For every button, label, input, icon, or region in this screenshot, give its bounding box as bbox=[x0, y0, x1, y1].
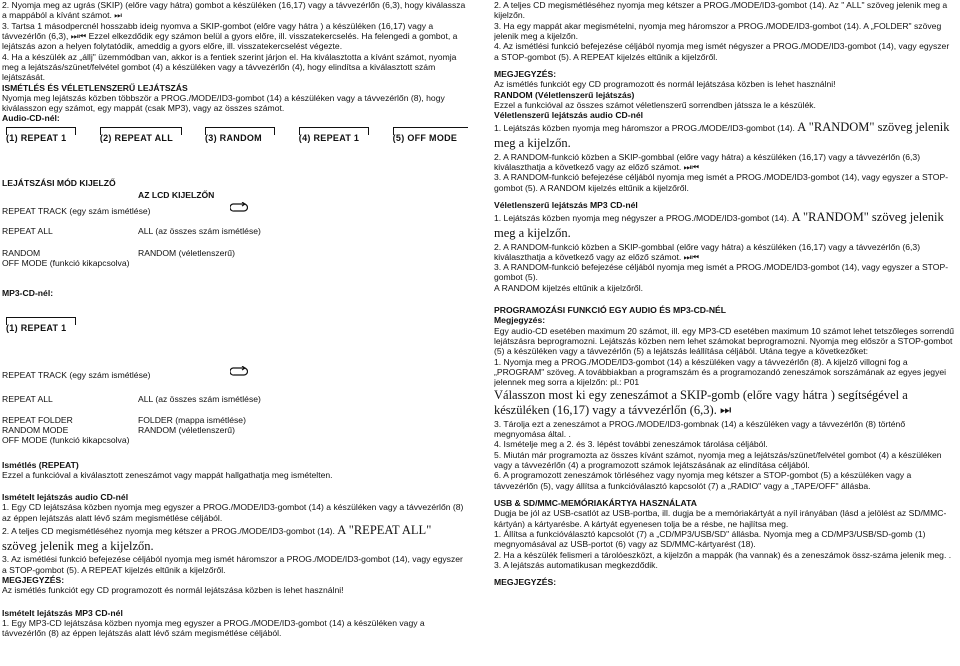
random-text: Ezzel a funkcióval az összes számot véletlenszerű sorrendben játssza le a készülék. bbox=[494, 99, 816, 110]
mode-row-label: REPEAT FOLDER bbox=[2, 414, 73, 425]
repeat-random-text: Nyomja meg lejátszás közben többször a PROG./MODE/ID3-gombot (14) a készüléken vagy a távvezérlőn (8), hogy kiválasszon egy számot, egy mappát (csak MP3), vagy az összes számot. bbox=[2, 92, 445, 114]
audio-repeat-step-2: 2. A teljes CD megismétléséhez nyomja meg kétszer a PROG./MODE/ID3-gombot (14). A "REPEAT ALL" szöveg jelenik meg a kijelzőn. bbox=[2, 523, 432, 553]
audio-repeat-step-1: 1. Egy CD lejátszása közben nyomja meg egyszer a PROG./MODE/ID3-gombot (14) a készüléken vagy a távvezérlőn (8) az éppen lejátszás alatt lévő szám megismétlése céljából. bbox=[2, 502, 464, 523]
repeat-one-icon bbox=[230, 366, 248, 379]
repeat-random-heading: ISMÉTLÉS ÉS VÉLETLENSZERŰ LEJÁTSZÁS bbox=[2, 82, 188, 93]
mp3-repeat-heading: Ismételt lejátszás MP3 CD-nél bbox=[2, 607, 123, 618]
intro-paragraph-2: 2. Nyomja meg az ugrás (SKIP) (előre vagy hátra) gombot a készüléken (16,17) vagy a távvezérlőn (6,3), hogy kiválassza a mappából a kívánt számot. ⏭ bbox=[2, 0, 466, 21]
mode-row-label: RANDOM MODE bbox=[2, 424, 69, 435]
audio-mode-table bbox=[2, 178, 468, 248]
mode-display-heading: LEJÁTSZÁSI MÓD KIJELZŐ bbox=[2, 177, 116, 188]
random-mp3-step-1: 1. Lejátszás közben nyomja meg négyszer a PROG./MODE/ID3-gombot (14). A "RANDOM" szöveg jelenik meg a kijelzőn. bbox=[494, 210, 944, 240]
mode-row-label: REPEAT ALL bbox=[2, 225, 53, 236]
mode-row-label: REPEAT ALL bbox=[2, 394, 53, 405]
random-mp3-step-4: A RANDOM kijelzés eltűnik a kijelzőről. bbox=[494, 282, 644, 293]
audio-repeat-heading: Ismételt lejátszás audio CD-nél bbox=[2, 492, 129, 503]
program-step-3: 3. Tárolja ezt a zeneszámot a PROG./MODE/ID3-gombnak (14) a készüléken vagy a távvezérlőn (8) történő megnyomása által. . bbox=[494, 418, 906, 440]
program-heading: PROGRAMOZÁSI FUNKCIÓ EGY AUDIO ÉS MP3-CD-NÉL bbox=[494, 305, 727, 316]
sequence-step: (3) RANDOM bbox=[205, 127, 273, 144]
left-column bbox=[2, 0, 468, 639]
audio-mode-sequence bbox=[6, 127, 468, 144]
repeat-text: Ezzel a funkcióval a kiválasztott zeneszámot vagy mappát hallgathatja meg ismételten. bbox=[2, 469, 333, 480]
program-step-2: Válasszon most ki egy zeneszámot a SKIP-gomb (előre vagy hátra ) segítségével a készüléken (16,17) vagy a távvezérlőn (6,3). ⏭ bbox=[494, 387, 908, 418]
program-text: Egy audio-CD esetében maximum 20 számot, ill. egy MP3-CD esetében maximum 10 számot lehet tetszőleges sorrendű lejátszásra beprogramozni. Lejátszás közben nem lehet számokat beprogramozni. Nyomja meg először a STOP-gombot (5) a készüléken vagy a távvezérlőn (5) a lejátszás leállítása céljából. Utána tegye a következőket: bbox=[494, 325, 954, 357]
sequence-step: (1) REPEAT 1 bbox=[6, 317, 78, 334]
mode-row-label: REPEAT TRACK (egy szám ismétlése) bbox=[2, 370, 151, 381]
audio-cd-label: Audio-CD-nél: bbox=[2, 113, 60, 124]
usb-text: Dugja be jól az USB-csatlót az USB-portba, ill. dugja be a memóriakártyát a nyíl irányában (lásd a jelölést az SD/MMC-kártyán) a kártyarésbe. A kártyát egyenesen tolja be a résbe, ne hajlítsa meg. bbox=[494, 508, 947, 529]
program-step-6: 6. A programozott zeneszámok törléséhez vagy nyomja meg kétszer a STOP-gombot (5) a készüléken vagy a távvezérlőn (5), vagy állítsa a funkcióválasztó kapcsolót (7) a „RADIO" vagy a „TAPE/OFF" állásba. bbox=[494, 470, 912, 491]
sequence-step: (5) OFF MODE bbox=[393, 127, 468, 144]
mp3-repeat-step-1: 1. Egy MP3-CD lejátszása közben nyomja meg egyszer a PROG./MODE/ID3-gombot (14) a készüléken vagy a távvezérlőn (8) az éppen lejátszás alatt lévő szám megismétlése céljából. bbox=[2, 617, 425, 639]
program-step-4: 4. Ismételje meg a 2. és 3. lépést további zeneszámok tárolása céljából. bbox=[494, 439, 768, 450]
mode-row-label: OFF MODE (funkció kikapcsolva) bbox=[2, 257, 130, 268]
random-audio-step-3: 3. A RANDOM-funkció befejezése céljából nyomja meg ismét a PROG./MODE/ID3-gombot (14), vagy egyszer a STOP-gombot (5). A RANDOM kijelzés eltűnik a kijelzőről. bbox=[494, 172, 949, 193]
random-mp3-step-2: 2. A RANDOM-funkció közben a SKIP-gombbal (előre vagy hátra) a készüléken (16,17) vagy a távvezérlőn (6,3) kiválaszthatja a következő vagy az előző számot. ⏭⏮ bbox=[494, 241, 921, 262]
audio-repeat-step-3: 3. Az ismétlési funkció befejezése céljából nyomja meg ismét háromszor a PROG./MODE/ID3-gombot (14), vagy egyszer a STOP-gombot (5). A REPEAT kijelzés eltűnik a kijelzőről. bbox=[2, 554, 463, 575]
note-heading: MEGJEGYZÉS: bbox=[2, 574, 65, 585]
mp3-mode-row bbox=[2, 366, 468, 386]
program-step-5: 5. Miután már programozta az összes kívánt számot, nyomja meg a lejátszás/szünet/felvétel gombot (4) a készüléken vagy a távvezérlőn (4) a programozott számok lejátszásának az elindítása céljából. bbox=[494, 449, 942, 471]
note-heading: MEGJEGYZÉS: bbox=[494, 68, 557, 79]
mode-row-display: ALL (az összes szám ismétlése) bbox=[138, 225, 261, 236]
mp3-repeat-step-4: 4. Az ismétlési funkció befejezése céljából nyomja meg ismét négyszer a PROG./MODE/ID3-gombot (14), vagy egyszer a STOP-gombot (5). A REPEAT kijelzés eltűnik a kijelzőről. bbox=[494, 41, 950, 62]
sequence-step: (1) REPEAT 1 bbox=[6, 127, 74, 144]
program-step-1: 1. Nyomja meg a PROG./MODE/ID3-gombot (14) a készüléken vagy a távvezérlőn (8). A kijelző villogni fog a „PROGRAM" szöveg. A továbbiakban a programszám és a programozandó zeneszámok sorszámának az egyes jegyei jelennek meg sorra a kijelzőn: pl.: P01 bbox=[494, 356, 947, 388]
mode-row-display: FOLDER (mappa ismétlése) bbox=[138, 414, 246, 425]
mp3-repeat-step-2: 2. A teljes CD megismétléséhez nyomja meg kétszer a PROG./MODE/ID3-gombot (14). Az " ALL" szöveg jelenik meg a kijelzőn. bbox=[494, 0, 948, 21]
random-mp3-heading: Véletlenszerű lejátszás MP3 CD-nél bbox=[494, 199, 638, 210]
note-text: Az ismétlés funkciót egy CD programozott és normál lejátszása közben is lehet használni! bbox=[494, 79, 836, 90]
mode-row-display: ALL (az összes szám ismétlése) bbox=[138, 394, 261, 405]
mode-row-label: REPEAT TRACK (egy szám ismétlése) bbox=[2, 205, 151, 216]
repeat-heading: Ismétlés (REPEAT) bbox=[2, 459, 79, 470]
mode-row-display: RANDOM (véletlenszerű) bbox=[138, 247, 235, 258]
intro-paragraph-3: 3. Tartsa 1 másodpercnél hosszabb ideig nyomva a SKIP-gombot (előre vagy hátra ) a készüléken (16,17) vagy a távvezérlőn (6,3), ⏭⏮ Ezzel elkezdődik egy számon belül a gyors előre, ill. visszatekercselés. Ha felengedi a gombot, a lejátszás azon a helyen folytatódik, ameddig a gyors előre, ill. visszatekercselést végezte. bbox=[2, 20, 458, 52]
mp3-cd-label: MP3-CD-nél: bbox=[2, 288, 54, 299]
usb-step-2: 2. Ha a készülék felismeri a tárolóeszközt, a kijelzőn a mappák (ha vannak) és a zeneszámok össz-száma jelenik meg. . 3. A lejátszás automatikusan megkezdődik. bbox=[494, 549, 952, 570]
sequence-step: (2) REPEAT ALL bbox=[100, 127, 179, 144]
note-heading-bottom: MEGJEGYZÉS: bbox=[494, 577, 557, 588]
random-heading: RANDOM (Véletlenszerű lejátszás) bbox=[494, 89, 635, 100]
right-column bbox=[494, 0, 956, 588]
mode-row-label: OFF MODE (funkció kikapcsolva) bbox=[2, 435, 130, 446]
repeat-one-icon bbox=[230, 202, 248, 215]
usb-step-1: 1. Állítsa a funkcióválasztó kapcsolót (7) a „CD/MP3/USB/SD" állásba. Nyomja meg a CD/MP3/USB/SD-gomb (1) megnyomásával az USB-portot (6) vagy az SD/MMC-kártyarést (18). bbox=[494, 528, 926, 550]
random-mp3-step-3: 3. A RANDOM-funkció befejezése céljából nyomja meg ismét a PROG./MODE/ID3-gombot (14), vagy egyszer a STOP-gombot (5). bbox=[494, 262, 949, 283]
lcd-heading: AZ LCD KIJELZŐN bbox=[138, 189, 215, 200]
mp3-repeat-step-3: 3. Ha egy mappát akar megismételni, nyomja meg háromszor a PROG./MODE/ID3-gombot (14). A „FOLDER" szöveg jelenik meg a kijelzőn. bbox=[494, 20, 942, 41]
mode-row-label: RANDOM bbox=[2, 247, 41, 258]
random-audio-step-2: 2. A RANDOM-funkció közben a SKIP-gombbal (előre vagy hátra) a készüléken (16,17) vagy a távvezérlőn (6,3) kiválaszthatja a következő vagy az előző számot. ⏭⏮ bbox=[494, 151, 921, 172]
usb-heading: USB & SD/MMC-MEMÓRIAKÁRTYA HASZNÁLATA bbox=[494, 498, 697, 508]
mode-row-display: RANDOM (véletlenszerű) bbox=[138, 424, 235, 435]
sequence-step: (4) REPEAT 1 bbox=[299, 127, 367, 144]
intro-paragraph-4: 4. Ha a készülék az „állj" üzemmódban van, akkor is a fentiek szerint járjon el. Ha kiválasztotta a kívánt számot, nyomja meg a lejátszás/szünet/felvétel gombot (4) a készüléken vagy a távvezérlőn (4), hogy elindítsa a kiválasztott szám lejátszását. bbox=[2, 51, 457, 83]
note-text: Az ismétlés funkciót egy CD programozott és normál lejátszása közben is lehet használni! bbox=[2, 585, 344, 596]
program-note-label: Megjegyzés: bbox=[494, 315, 546, 326]
random-audio-heading: Véletlenszerű lejátszás audio CD-nél bbox=[494, 110, 644, 121]
random-audio-step-1: 1. Lejátszás közben nyomja meg háromszor a PROG./MODE/ID3-gombot (14). A "RANDOM" szöveg jelenik meg a kijelzőn. bbox=[494, 120, 950, 151]
mp3-mode-sequence bbox=[6, 317, 468, 334]
